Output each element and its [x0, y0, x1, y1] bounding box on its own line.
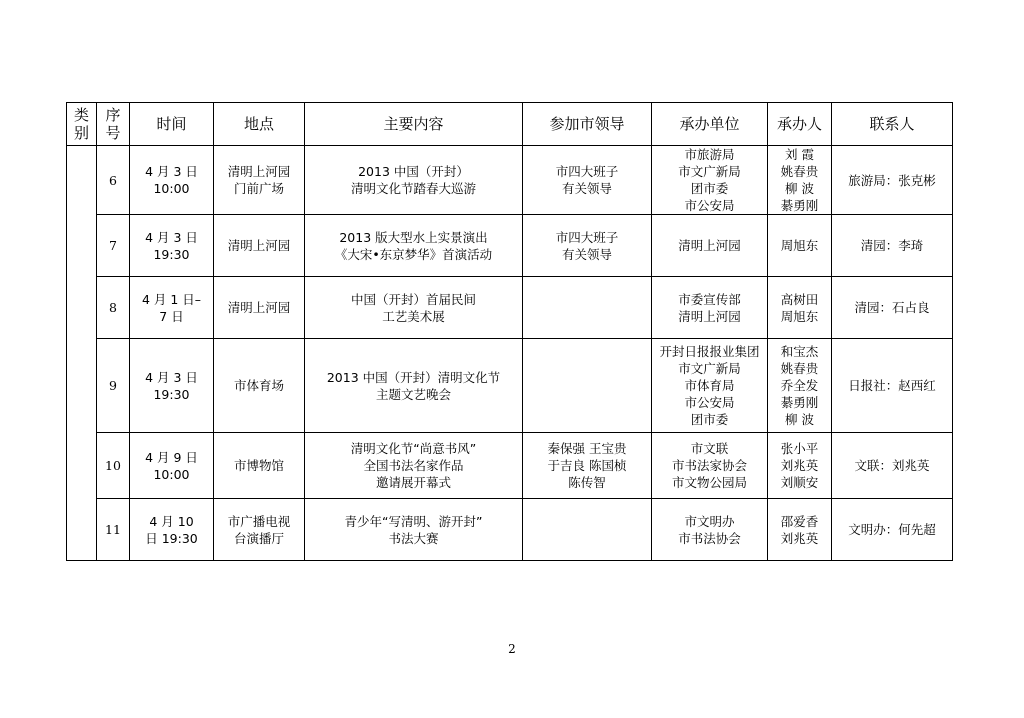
content-cell: [305, 146, 523, 215]
contact-cell: [832, 499, 953, 561]
time-cell: [130, 433, 214, 499]
place-cell: [214, 277, 305, 339]
content-cell-line: 全国书法名家作品: [363, 458, 464, 473]
organizers-cell-line: 市公安局: [684, 395, 735, 410]
time-cell-line: 4 月 10: [149, 513, 194, 529]
leaders-cell: [523, 339, 652, 433]
page-number: 2: [508, 642, 516, 656]
contact-cell: [832, 433, 953, 499]
persons-cell-line: 姚春贵: [780, 361, 819, 376]
leaders-cell-line: 陈传智: [568, 475, 606, 490]
time-cell-line: 19:30: [153, 246, 190, 262]
contact-cell: [832, 277, 953, 339]
persons-cell-line: 张小平: [780, 441, 819, 456]
place-cell: [214, 215, 305, 277]
organizers-cell: [652, 215, 768, 277]
place-cell: [214, 146, 305, 215]
time-cell-line: 4 月 3 日: [145, 164, 198, 179]
time-cell: [130, 277, 214, 339]
leaders-cell-line: 市四大班子: [555, 164, 619, 179]
seq-cell: 9: [97, 339, 130, 433]
time-cell-line: 日 19:30: [145, 530, 198, 546]
table-row: [67, 277, 953, 339]
organizers-cell-line: 市文广新局: [678, 164, 741, 179]
content-cell: [305, 215, 523, 277]
table-row: [67, 499, 953, 561]
contact-cell-line: 文明办：何先超: [848, 522, 936, 537]
content-cell-line: 中国（开封）首届民间: [350, 291, 476, 307]
category-cell: [67, 146, 97, 561]
time-cell-line: 10:00: [153, 181, 190, 196]
organizers-cell-line: 开封日报报业集团: [659, 344, 760, 359]
header-time: 时间: [130, 103, 214, 146]
persons-cell-line: 乔全发: [780, 378, 819, 393]
contact-cell: [832, 339, 953, 433]
time-cell-line: 19:30: [153, 386, 190, 402]
content-cell-line: 2013 中国（开封）: [358, 164, 469, 179]
content-cell-line: 清明文化节踏春大巡游: [350, 181, 476, 196]
seq-cell: 7: [97, 215, 130, 277]
time-cell-line: 4 月 3 日: [145, 369, 198, 385]
leaders-cell-line: 有关领导: [561, 246, 612, 262]
organizers-cell-line: 市文联: [690, 441, 729, 456]
time-cell: [130, 499, 214, 561]
place-cell-line: 清明上河园: [227, 300, 291, 315]
table-row: [67, 215, 953, 277]
leaders-cell: [523, 433, 652, 499]
events-table: [66, 102, 953, 561]
organizers-cell-line: 市文物公园局: [671, 475, 747, 490]
persons-cell: [768, 277, 832, 339]
organizers-cell-line: 团市委: [690, 412, 729, 427]
persons-cell-line: 刘兆英: [780, 458, 819, 473]
header-row: [67, 103, 953, 146]
persons-cell-line: 姚春贵: [780, 164, 819, 179]
time-cell: [130, 339, 214, 433]
content-cell-line: 2013 中国（开封）清明文化节: [326, 369, 501, 385]
persons-cell-line: 綦勇刚: [780, 395, 819, 410]
contact-cell-line: 日报社：赵西红: [848, 378, 936, 393]
persons-cell-line: 刘顺安: [780, 475, 819, 490]
persons-cell-line: 邵爱香: [780, 513, 819, 529]
organizers-cell: [652, 433, 768, 499]
content-cell-line: 书法大赛: [388, 530, 439, 546]
header-category: 类别: [67, 103, 97, 146]
organizers-cell-line: 市书法协会: [678, 530, 741, 546]
persons-cell-line: 刘兆英: [780, 530, 819, 546]
organizers-cell-line: 市体育局: [684, 378, 735, 393]
header-place: 地点: [214, 103, 305, 146]
leaders-cell-line: 有关领导: [561, 181, 612, 196]
persons-cell: [768, 339, 832, 433]
header-leaders: 参加市领导: [523, 103, 652, 146]
seq-cell: 8: [97, 277, 130, 339]
leaders-cell: [523, 215, 652, 277]
seq-cell: 11: [97, 499, 130, 561]
table-row: [67, 433, 953, 499]
place-cell: [214, 499, 305, 561]
place-cell: [214, 433, 305, 499]
header-organizers: 承办单位: [652, 103, 768, 146]
organizers-cell-line: 团市委: [690, 181, 729, 196]
persons-cell-line: 高树田: [780, 291, 819, 307]
time-cell-line: 4 月 9 日: [145, 449, 198, 465]
table-row: [67, 339, 953, 433]
contact-cell-line: 旅游局：张克彬: [848, 172, 936, 188]
place-cell: [214, 339, 305, 433]
leaders-cell-line: 市四大班子: [555, 229, 619, 245]
persons-cell-line: 刘 霞: [785, 147, 814, 162]
header-seq: 序号: [97, 103, 130, 146]
persons-cell-line: 和宝杰: [780, 344, 819, 359]
organizers-cell-line: 清明上河园: [678, 308, 741, 324]
persons-cell-line: 綦勇刚: [780, 198, 819, 213]
organizers-cell: [652, 146, 768, 215]
time-cell: [130, 146, 214, 215]
persons-cell: [768, 146, 832, 215]
place-cell-line: 市广播电视: [227, 513, 291, 529]
header-contact: 联系人: [832, 103, 953, 146]
persons-cell-line: 周旭东: [780, 238, 819, 253]
contact-cell-line: 清园：石占良: [854, 300, 930, 315]
organizers-cell-line: 市委宣传部: [678, 291, 741, 307]
table-row: [67, 146, 953, 215]
content-cell: [305, 433, 523, 499]
content-cell: [305, 499, 523, 561]
leaders-cell-line: 于吉良 陈国桢: [547, 458, 627, 473]
content-cell: [305, 277, 523, 339]
persons-cell: [768, 499, 832, 561]
organizers-cell: [652, 277, 768, 339]
place-cell-line: 台演播厅: [233, 530, 284, 546]
content-cell-line: 青少年“写清明、游开封”: [344, 513, 483, 529]
organizers-cell: [652, 499, 768, 561]
contact-cell: [832, 146, 953, 215]
leaders-cell: [523, 277, 652, 339]
content-cell-line: 工艺美术展: [382, 308, 445, 324]
time-cell-line: 4 月 3 日: [145, 229, 198, 245]
time-cell-line: 4 月 1 日–: [141, 291, 202, 307]
header-content: 主要内容: [305, 103, 523, 146]
organizers-cell-line: 市文广新局: [678, 361, 741, 376]
organizers-cell-line: 清明上河园: [678, 238, 741, 253]
time-cell: [130, 215, 214, 277]
seq-cell: 10: [97, 433, 130, 499]
content-cell-line: 《大宋•东京梦华》首演活动: [334, 246, 493, 262]
persons-cell: [768, 215, 832, 277]
organizers-cell: [652, 339, 768, 433]
place-cell-line: 清明上河园: [227, 238, 291, 253]
content-cell-line: 主题文艺晚会: [375, 386, 451, 402]
organizers-cell-line: 市书法家协会: [671, 458, 747, 473]
content-cell-line: 清明文化节“尚意书风”: [350, 441, 477, 456]
place-cell-line: 市博物馆: [233, 458, 284, 473]
organizers-cell-line: 市公安局: [684, 198, 735, 213]
time-cell-line: 10:00: [153, 466, 190, 482]
place-cell-line: 清明上河园: [227, 164, 291, 179]
seq-cell: 6: [97, 146, 130, 215]
leaders-cell: [523, 146, 652, 215]
header-persons: 承办人: [768, 103, 832, 146]
leaders-cell: [523, 499, 652, 561]
place-cell-line: 市体育场: [233, 378, 284, 393]
content-cell-line: 2013 版大型水上实景演出: [339, 229, 488, 245]
content-cell: [305, 339, 523, 433]
persons-cell-line: 柳 波: [785, 412, 814, 427]
table-body: [67, 146, 953, 561]
leaders-cell-line: 秦保强 王宝贵: [547, 441, 627, 456]
persons-cell-line: 周旭东: [780, 308, 819, 324]
contact-cell: [832, 215, 953, 277]
organizers-cell-line: 市文明办: [684, 513, 735, 529]
contact-cell-line: 清园：李琦: [860, 238, 924, 253]
persons-cell: [768, 433, 832, 499]
time-cell-line: 7 日: [159, 308, 184, 324]
place-cell-line: 门前广场: [233, 181, 284, 196]
persons-cell-line: 柳 波: [785, 181, 814, 196]
organizers-cell-line: 市旅游局: [684, 147, 735, 162]
contact-cell-line: 文联：刘兆英: [854, 458, 930, 473]
content-cell-line: 邀请展开幕式: [375, 475, 451, 490]
